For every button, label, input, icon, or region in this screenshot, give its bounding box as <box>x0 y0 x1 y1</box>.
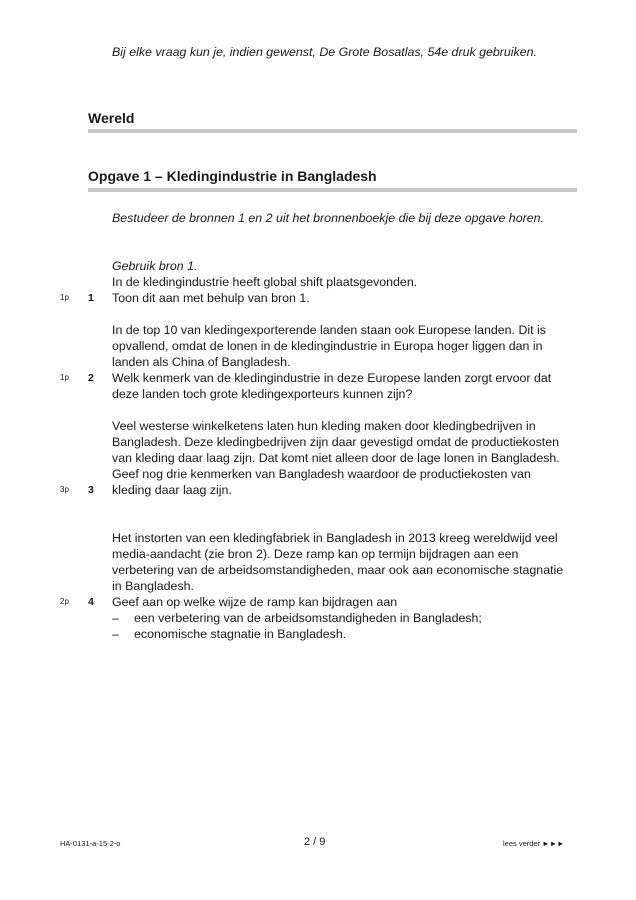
instruction: Bestudeer de bronnen 1 en 2 uit het bronnenboekje die bij deze opgave horen. <box>112 211 544 225</box>
q4-question: Geef aan op welke wijze de ramp kan bijdragen aan <box>112 595 398 609</box>
intro-note: Bij elke vraag kun je, indien gewenst, De Grote Bosatlas, 54e druk gebruiken. <box>112 45 537 59</box>
q2-points: 1p <box>60 373 69 382</box>
assignment-title: Opgave 1 – Kledingindustrie in Bangladesh <box>88 168 377 184</box>
q1-number: 1 <box>88 292 94 304</box>
q4-context: Het instorten van een kledingfabriek in Bangladesh in 2013 kreeg wereldwijd veel media-aandacht (zie bron 2). Deze ramp kan op termijn bijdragen aan een verbetering van de arbeidsomstandigheden, maar ook aan economische stagnatie in Bangladesh. <box>112 531 564 593</box>
q3-context: Veel westerse winkelketens laten hun kleding maken door kledingbedrijven in Bangladesh. Deze kledingbedrijven zijn daar gevestigd omdat de productiekosten van kleding daar laag zijn. Dat komt niet alleen door de lage lonen in Bangladesh. <box>112 419 560 465</box>
q1-question: Toon dit aan met behulp van bron 1. <box>112 291 310 305</box>
section-title: Wereld <box>88 110 135 126</box>
q1-points: 1p <box>60 293 69 302</box>
section-divider <box>88 129 577 133</box>
q4-subitem-text: economische stagnatie in Bangladesh. <box>134 627 347 641</box>
q4-subitem-dash: – <box>112 627 119 641</box>
q4-subitem <box>112 626 572 642</box>
exam-code: HA-0131-a-15-2-o <box>60 839 121 848</box>
q4-subitem-dash: – <box>112 611 119 625</box>
q4-subitem-text: een verbetering van de arbeidsomstandigheden in Bangladesh; <box>134 611 482 625</box>
q2-question: Welk kenmerk van de kledingindustrie in deze Europese landen zorgt ervoor dat deze landen toch grote kledingexporteurs kunnen zijn? <box>112 371 552 401</box>
q1-context: In de kledingindustrie heeft global shift plaatsgevonden. <box>112 275 418 289</box>
q1-source-hint: Gebruik bron 1. <box>112 259 198 273</box>
q4-subitem <box>112 610 572 626</box>
q2-number: 2 <box>88 372 94 384</box>
question-4-block <box>112 530 572 642</box>
q2-context: In de top 10 van kledingexporterende landen staan ook Europese landen. Dit is opvallend, omdat de lonen in de kledingindustrie in Europa hoger liggen dan in landen als China of Bangladesh. <box>112 323 546 369</box>
question-3-block <box>112 418 572 498</box>
q3-points: 3p <box>60 485 69 494</box>
continue-note: lees verder ►►► <box>503 839 565 848</box>
page-number: 2 / 9 <box>304 836 326 848</box>
question-2-block <box>112 322 572 402</box>
q4-points: 2p <box>60 597 69 606</box>
question-1-block <box>112 258 572 306</box>
q3-number: 3 <box>88 484 94 496</box>
q3-question: Geef nog drie kenmerken van Bangladesh waardoor de productiekosten van kleding daar laag zijn. <box>112 467 531 497</box>
assignment-divider <box>88 188 577 192</box>
q4-number: 4 <box>88 596 94 608</box>
